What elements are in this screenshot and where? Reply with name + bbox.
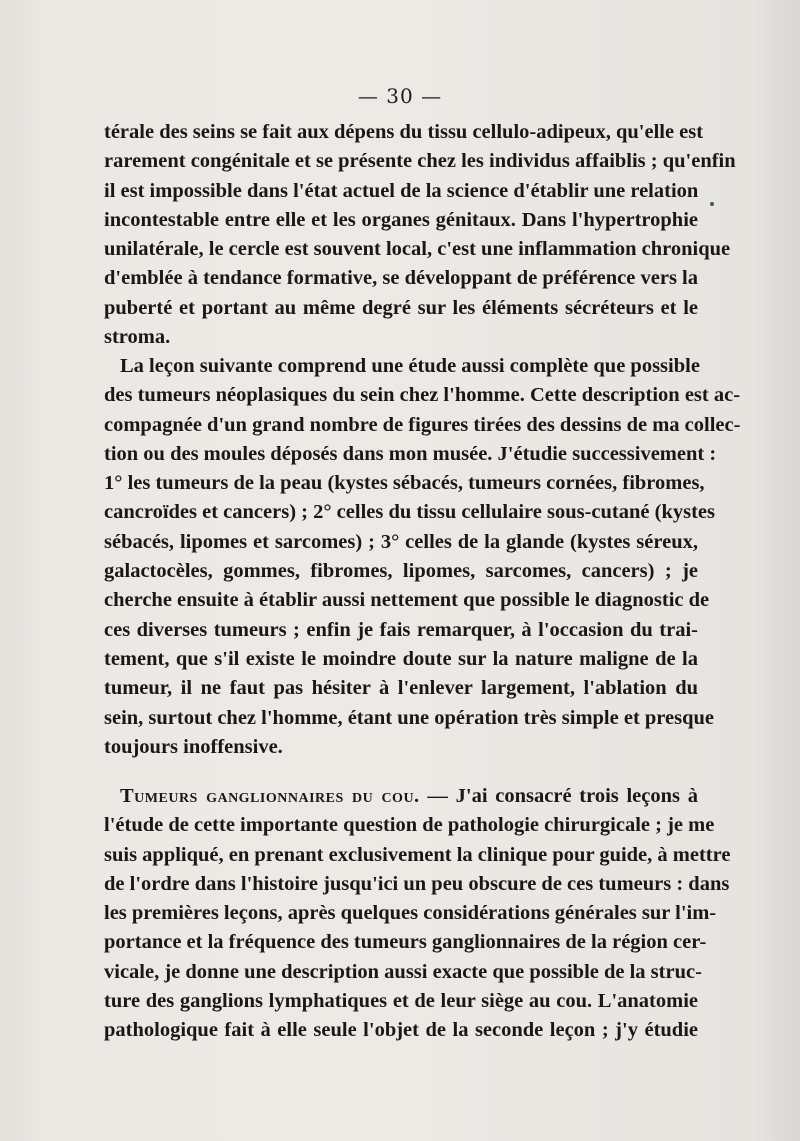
text-line: cherche ensuite à établir aussi nettement que possible le diagnostic de xyxy=(104,589,710,612)
text-line: des tumeurs néoplasiques du sein chez l'homme. Cette description est ac- xyxy=(104,384,741,407)
text-line: La leçon suivante comprend une étude aussi complète que possible xyxy=(120,355,700,377)
text-line: galactocèles, gommes, fibromes, lipomes, sarcomes, cancers) ; je xyxy=(104,560,698,583)
text-line: les premières leçons, après quelques considérations générales sur l'im- xyxy=(104,902,717,925)
text-line: toujours inoffensive. xyxy=(104,735,283,758)
text-line: de l'ordre dans l'histoire jusqu'ici un peu obscure de ces tumeurs : dans xyxy=(104,872,730,895)
text-line: tement, que s'il existe le moindre doute sur la nature maligne de la xyxy=(104,647,698,670)
text-line: tumeur, il ne faut pas hésiter à l'enlever largement, l'ablation du xyxy=(104,677,698,700)
text-line: cancroïdes et cancers) ; 2° celles du tissu cellulaire sous-cutané (kystes xyxy=(104,501,715,524)
text-line: vicale, je donne une description aussi exacte que possible de la struc- xyxy=(104,960,702,983)
text-line: 1° les tumeurs de la peau (kystes sébacés, tumeurs cornées, fibromes, xyxy=(104,472,705,495)
text-line xyxy=(104,782,698,811)
paragraph-tumeurs-ganglionnaires xyxy=(104,782,731,1046)
page-number: — 30 — xyxy=(357,84,443,108)
section-heading: Tumeurs ganglionnaires du cou. xyxy=(120,785,420,807)
text-line: ces diverses tumeurs ; enfin je fais remarquer, à l'occasion du trai- xyxy=(104,618,698,641)
ink-speck xyxy=(710,202,714,206)
text-line: d'emblée à tendance formative, se développant de préférence vers la xyxy=(104,267,698,290)
text-line: compagnée d'un grand nombre de figures tirées des dessins de ma collec- xyxy=(104,413,741,436)
text-line: ture des ganglions lymphatiques et de leur siège au cou. L'anatomie xyxy=(104,990,698,1013)
text-line: il est impossible dans l'état actuel de la science d'établir une relation xyxy=(104,179,699,202)
paragraph-tumeurs-sein xyxy=(104,352,741,762)
text-line: puberté et portant au même degré sur les éléments sécréteurs et le xyxy=(104,296,698,319)
text-line: pathologique fait à elle seule l'objet de la seconde leçon ; j'y étudie xyxy=(104,1019,698,1042)
text-line: rarement congénitale et se présente chez les individus affaiblis ; qu'enfin xyxy=(104,150,736,173)
text-line: tion ou des moules déposés dans mon musée. J'étudie successivement : xyxy=(104,442,717,465)
text-line: suis appliqué, en prenant exclusivement la clinique pour guide, à mettre xyxy=(104,843,731,866)
text-line: sein, surtout chez l'homme, étant une opération très simple et presque xyxy=(104,706,715,729)
text-line: incontestable entre elle et les organes génitaux. Dans l'hypertrophie xyxy=(104,208,698,231)
text-line: unilatérale, le cercle est souvent local, c'est une inflammation chronique xyxy=(104,238,731,261)
paragraph-continuation xyxy=(104,118,736,352)
text-line: l'étude de cette importante question de pathologie chirurgicale ; je me xyxy=(104,814,715,837)
text-line: térale des seins se fait aux dépens du tissu cellulo-adipeux, qu'elle est xyxy=(104,121,704,143)
text-line: sébacés, lipomes et sarcomes) ; 3° celles de la glande (kystes séreux, xyxy=(104,530,698,553)
text-line: stroma. xyxy=(104,326,171,349)
text-line: portance et la fréquence des tumeurs ganglionnaires de la région cer- xyxy=(104,931,707,954)
heading-continuation: — J'ai consacré trois leçons à xyxy=(427,785,698,807)
